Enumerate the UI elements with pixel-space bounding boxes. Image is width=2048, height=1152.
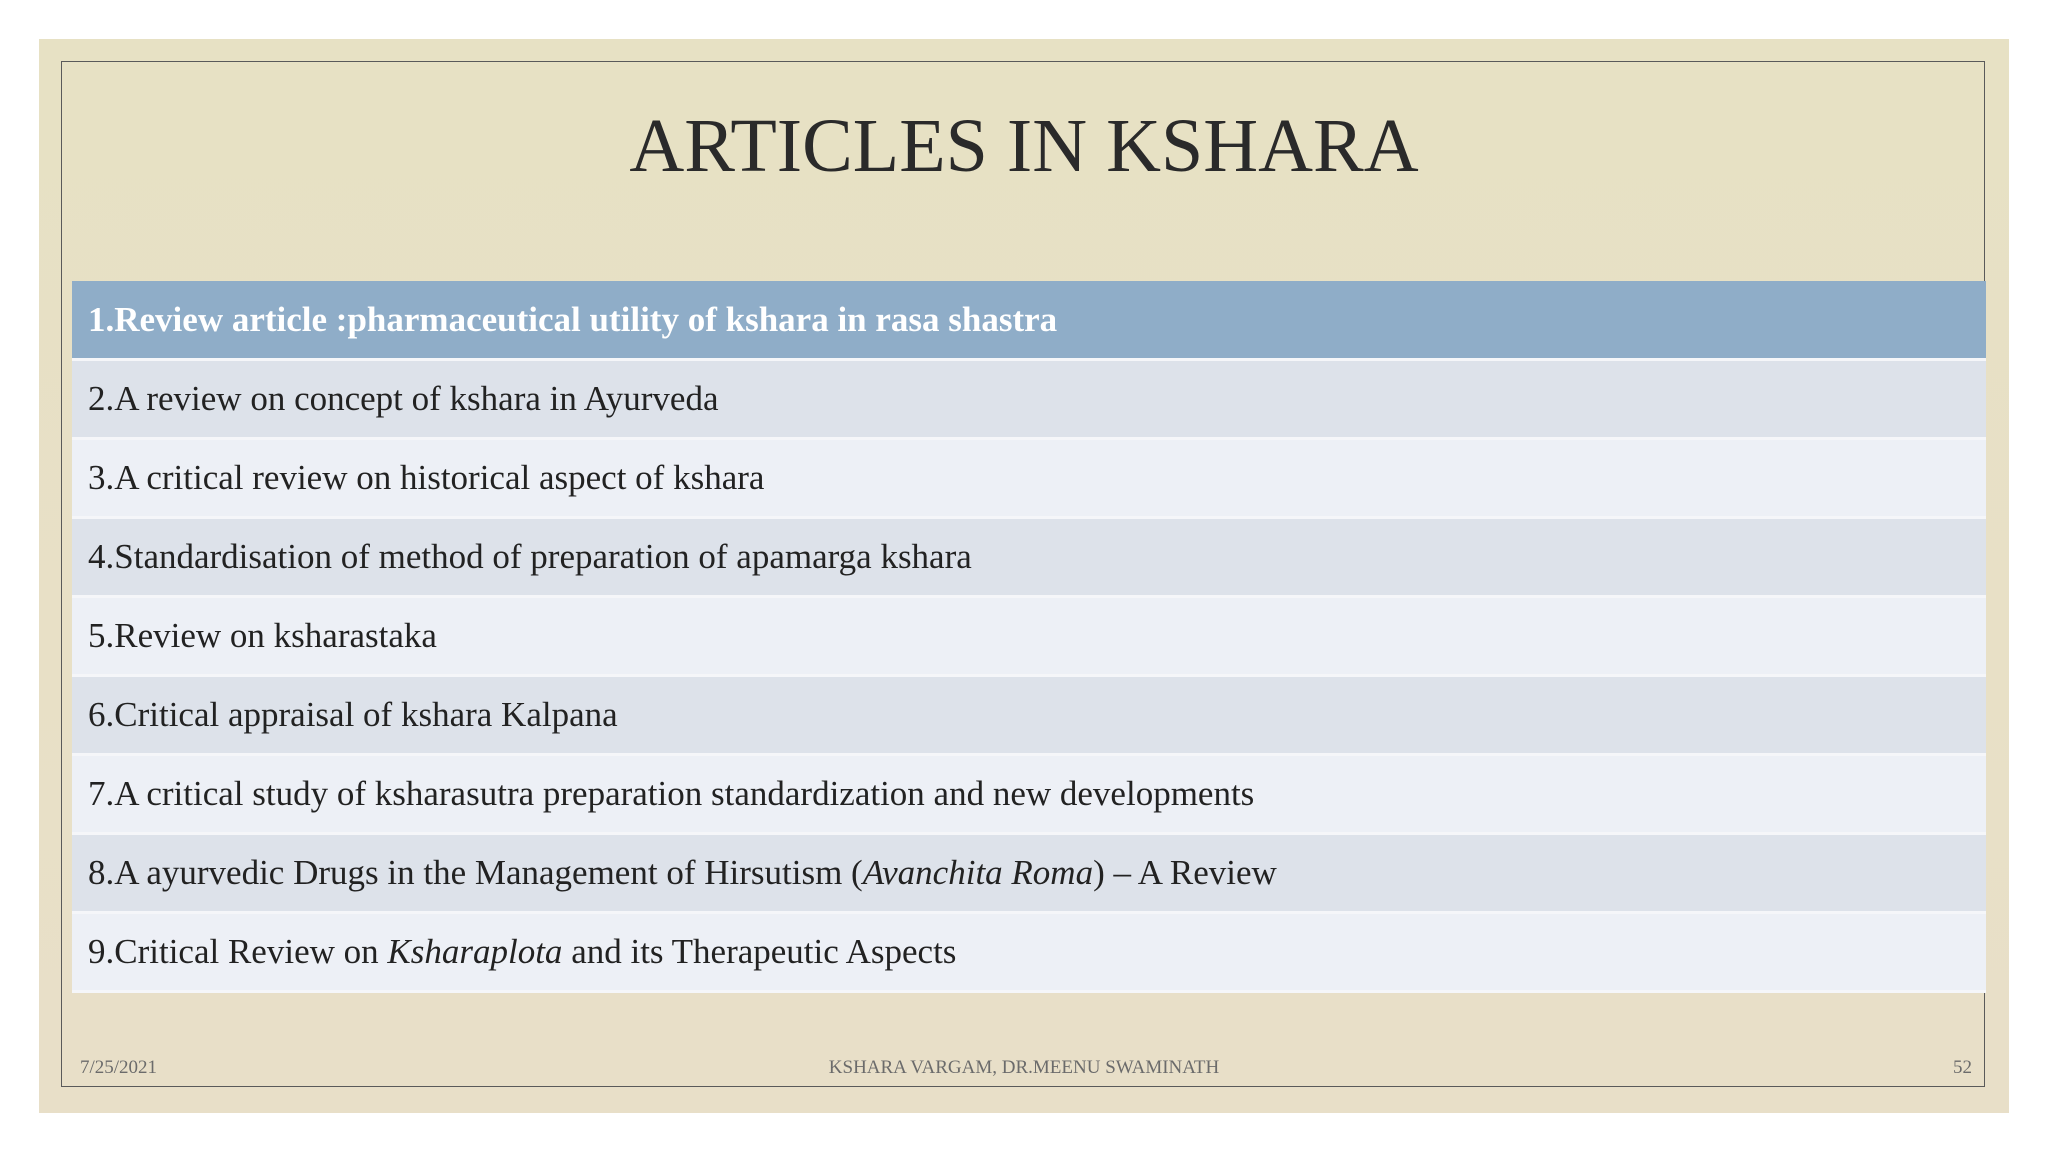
row-text-post: ) – A Review	[1093, 853, 1277, 892]
table-row	[72, 756, 1986, 835]
table-row	[72, 281, 1986, 361]
row-text: 2.A review on concept of kshara in Ayurveda	[88, 379, 719, 418]
row-text-post: and its Therapeutic Aspects	[562, 932, 957, 971]
table-row	[72, 835, 1986, 914]
table-row	[72, 677, 1986, 756]
table-row	[72, 598, 1986, 677]
footer-author: KSHARA VARGAM, DR.MEENU SWAMINATH	[828, 1057, 1220, 1078]
table-row	[72, 361, 1986, 440]
row-text-italic: Ksharaplota	[387, 932, 563, 971]
row-text: 7.A critical study of ksharasutra preparation standardization and new developments	[88, 774, 1255, 813]
table-row	[72, 440, 1986, 519]
row-text: 6.Critical appraisal of kshara Kalpana	[88, 695, 618, 734]
table-row	[72, 519, 1986, 598]
row-text: 5.Review on ksharastaka	[88, 616, 437, 655]
row-text: 3.A critical review on historical aspect of kshara	[88, 458, 765, 497]
row-text: 1.Review article :pharmaceutical utility of kshara in rasa shastra	[88, 299, 1058, 339]
articles-table	[72, 281, 1986, 993]
row-text-pre: 9.Critical Review on	[88, 932, 388, 971]
table-row	[72, 914, 1986, 993]
slide-title: ARTICLES IN KSHARA	[629, 104, 1419, 188]
row-text-pre: 8.A ayurvedic Drugs in the Management of Hirsutism (	[88, 853, 863, 892]
footer-date: 7/25/2021	[80, 1057, 158, 1078]
footer-page-number: 52	[1953, 1057, 1972, 1078]
row-text-italic: Avanchita Roma	[862, 853, 1094, 892]
row-text: 4.Standardisation of method of preparation of apamarga kshara	[88, 537, 972, 576]
